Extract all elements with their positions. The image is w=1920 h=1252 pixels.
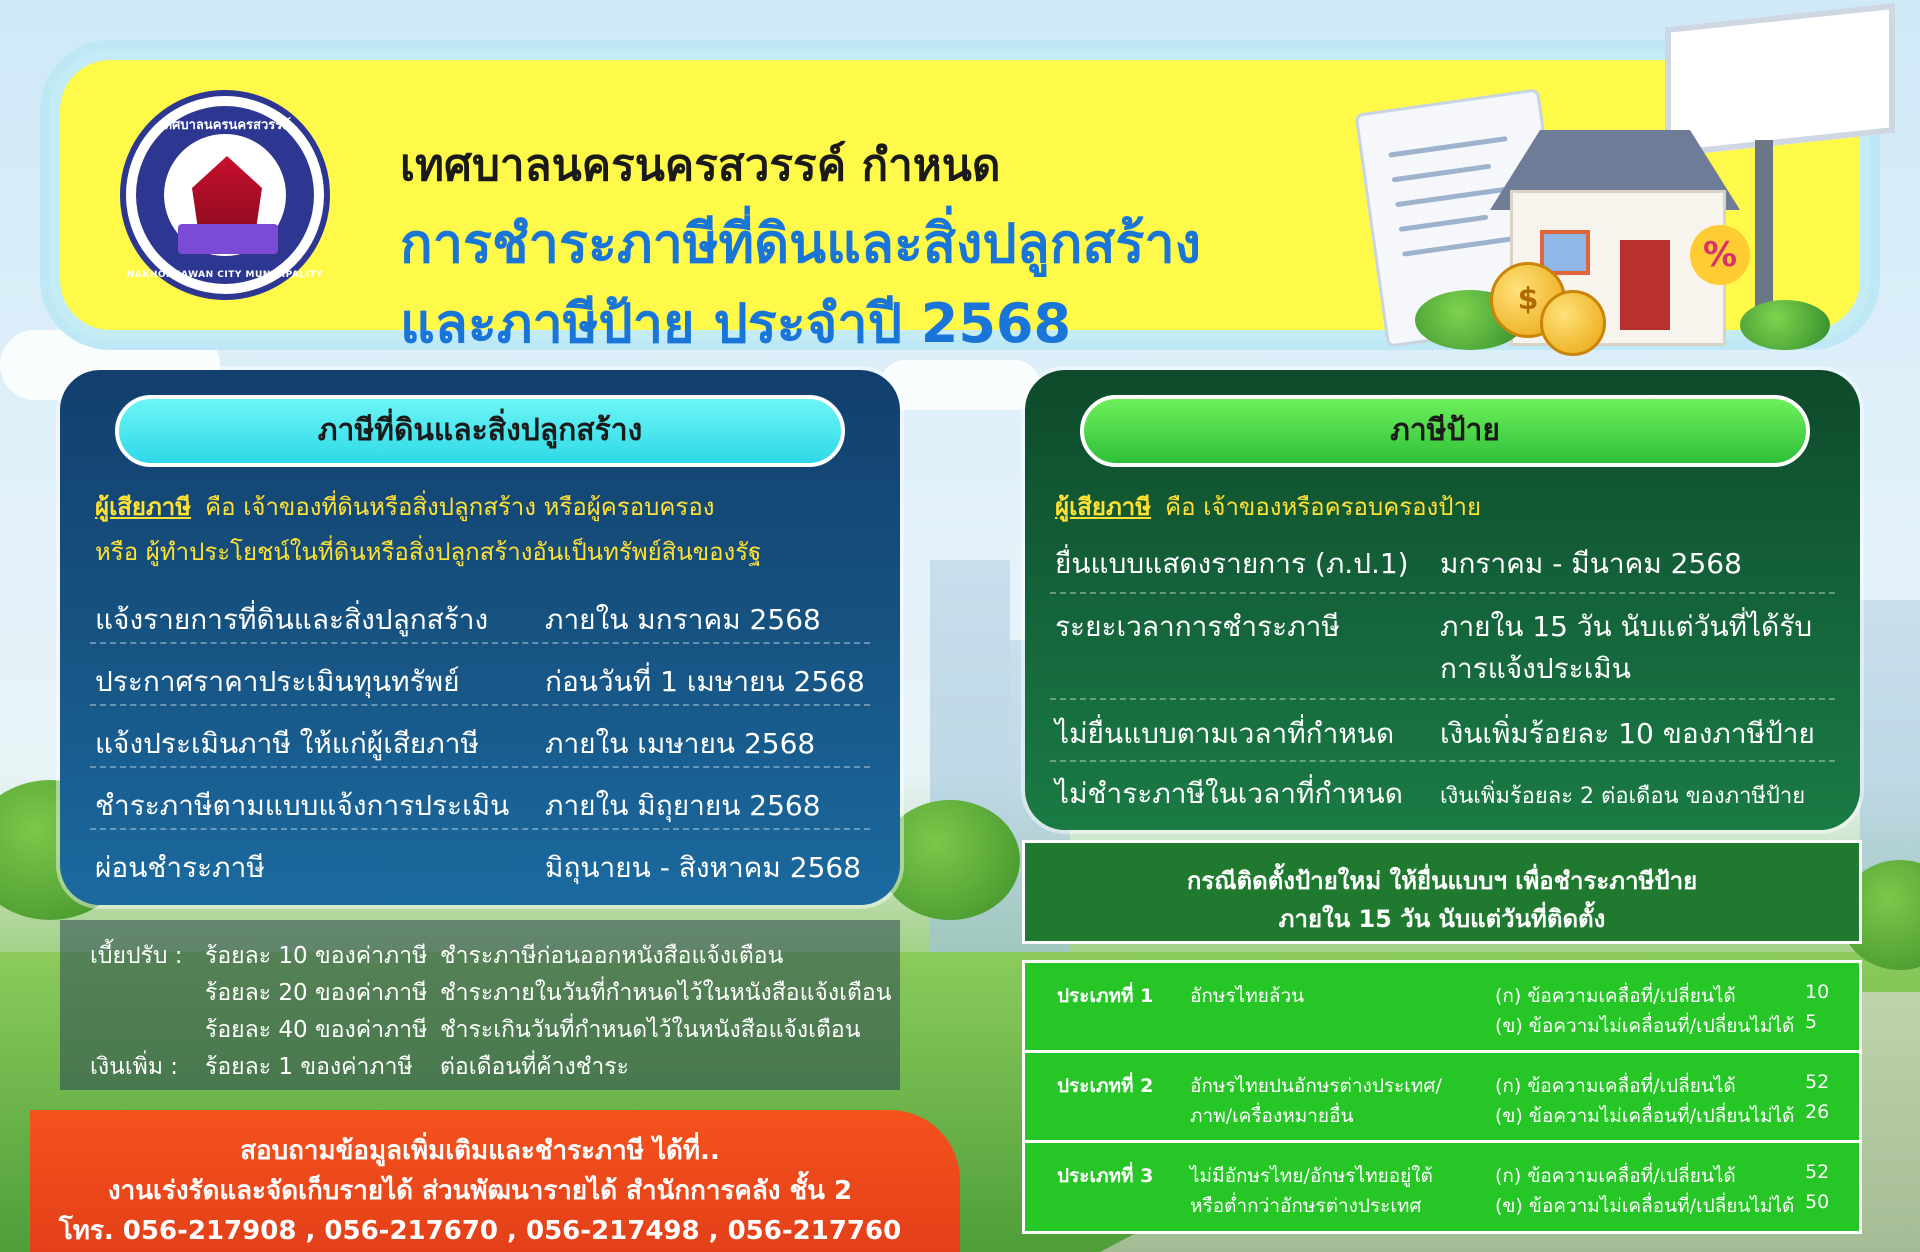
option-a: (ก) ข้อความเคลื่อที่/เปลี่ยนได้ [1495,985,1736,1007]
doc-line [1402,236,1517,257]
rate-b: 50 [1805,1191,1830,1213]
row-value: เงินเพิ่มร้อยละ 2 ต่อเดือน ของภาษีป้าย [1440,784,1806,809]
option-b: (ข) ข้อความไม่เคลื่อนที่/เปลี่ยนไม่ได้ [1495,1015,1795,1037]
rate-a: 52 [1805,1161,1830,1183]
option-b: (ข) ข้อความไม่เคลื่อนที่/เปลี่ยนไม่ได้ [1495,1105,1795,1127]
payer-definition: คือ เจ้าของที่ดินหรือสิ่งปลูกสร้าง หรือผู้ครอบครอง [205,493,715,521]
row-divider [90,642,870,644]
payer-definition: คือ เจ้าของหรือครอบครองป้าย [1165,493,1482,521]
row-divider [1050,698,1835,700]
fines-box [60,920,900,1090]
coin-stack-icon [1540,290,1606,356]
billboard-illustration [1665,3,1895,157]
rate-b: 26 [1805,1101,1830,1123]
header-title-line3: และภาษีป้าย ประจำปี 2568 [400,292,1072,355]
sign-type: ประเภทที่ 2 [1057,1075,1154,1097]
fine-desc: ชำระภาษีก่อนออกหนังสือแจ้งเตือน [440,943,784,969]
contact-line1: สอบถามข้อมูลเพิ่มเติมและชำระภาษี ได้ที่.. [240,1136,720,1166]
percent-badge-icon: % [1690,225,1750,285]
payer-label: ผู้เสียภาษี [95,493,192,521]
logo-text-top: เทศบาลนครนครสวรรค์ [159,118,291,133]
sign-type-desc-cont: หรือต่ำกว่าอักษรต่างประเทศ [1190,1195,1422,1217]
doc-line [1399,215,1489,232]
fine-desc: ต่อเดือนที่ค้างชำระ [440,1054,630,1080]
row-label: ชำระภาษีตามแบบแจ้งการประเมิน [95,789,510,822]
sign-tax-panel [1025,370,1860,830]
row-label: ประกาศราคาประเมินทุนทรัพย์ [95,665,460,698]
fine-rate: ร้อยละ 1 ของค่าภาษี [205,1054,413,1080]
sign-types-table [1022,960,1862,1234]
fine-rate: ร้อยละ 20 ของค่าภาษี [205,980,428,1006]
sign-type-desc: อักษรไทยล้วน [1190,985,1305,1007]
land-tax-payer-line1 [95,485,714,529]
row-divider [90,704,870,706]
table-row [1025,1053,1859,1143]
land-tax-payer-line2 [95,530,761,574]
doc-line [1388,136,1508,158]
sign-tax-title: ภาษีป้าย [1080,395,1810,467]
coin-icon: $ [1490,262,1566,338]
row-divider [90,766,870,768]
option-a: (ก) ข้อความเคลื่อที่/เปลี่ยนได้ [1495,1075,1736,1097]
payer-definition-cont: หรือ ผู้ทำประโยชน์ในที่ดินหรือสิ่งปลูกสร้างอันเป็นทรัพย์สินของรัฐ [95,538,762,566]
rate-a: 10 [1805,981,1830,1003]
new-sign-notice [1022,840,1862,944]
logo-text-bottom: NAKHONSAWAN CITY MUNICIPALITY [126,270,324,280]
header-title-line2: การชำระภาษีที่ดินและสิ่งปลูกสร้าง [400,212,1202,275]
row-label: แจ้งรายการที่ดินและสิ่งปลูกสร้าง [95,603,489,636]
land-tax-title: ภาษีที่ดินและสิ่งปลูกสร้าง [115,395,845,467]
fine-rate: ร้อยละ 10 ของค่าภาษี [205,943,428,969]
contact-box [30,1110,960,1252]
option-a: (ก) ข้อความเคลื่อที่/เปลี่ยนได้ [1495,1165,1736,1187]
notice-line2: ภายใน 15 วัน นับแต่วันที่ติดตั้ง [1278,905,1606,933]
sign-type-desc: ไม่มีอักษรไทย/อักษรไทยอยู่ใต้ [1190,1165,1433,1187]
bush [1740,300,1830,350]
contact-line2: งานเร่งรัดและจัดเก็บรายได้ ส่วนพัฒนารายได้ สำนักการคลัง ชั้น 2 [107,1176,853,1206]
header-title-line1: เทศบาลนครนครสวรรค์ กำหนด [400,140,1001,191]
rate-a: 52 [1805,1071,1830,1093]
house-door [1620,240,1670,330]
notice-line1: กรณีติดตั้งป้ายใหม่ ให้ยื่นแบบฯ เพื่อชำระภาษีป้าย [1186,867,1698,895]
table-row [1025,963,1859,1053]
sign-type-desc: อักษรไทยปนอักษรต่างประเทศ/ [1190,1075,1442,1097]
row-value: มกราคม - มีนาคม 2568 [1440,547,1742,580]
cloud [880,360,1040,410]
row-label: แจ้งประเมินภาษี ให้แก่ผู้เสียภาษี [95,727,479,760]
row-value-cont: การแจ้งประเมิน [1440,652,1631,685]
row-divider [1050,592,1835,594]
row-label: ยื่นแบบแสดงรายการ (ภ.ป.1) [1055,547,1409,580]
row-divider [90,828,870,830]
row-value: ภายใน มิถุยายน 2568 [545,789,821,822]
surcharge-label: เงินเพิ่ม : [90,1054,179,1080]
sign-type: ประเภทที่ 3 [1057,1165,1154,1187]
row-value: ภายใน เมษายน 2568 [545,727,816,760]
row-divider [1050,760,1835,762]
rate-b: 5 [1805,1011,1818,1033]
fine-rate: ร้อยละ 40 ของค่าภาษี [205,1017,428,1043]
payer-label: ผู้เสียภาษี [1055,493,1152,521]
table-row [1025,1143,1859,1231]
row-label: ไม่ชำระภาษีในเวลาที่กำหนด [1055,777,1403,810]
sign-type-desc-cont: ภาพ/เครื่องหมายอื่น [1190,1105,1354,1127]
row-value: ภายใน มกราคม 2568 [545,603,821,636]
row-label: ระยะเวลาการชำระภาษี [1055,610,1340,643]
contact-phone: โทร. 056-217908 , 056-217670 , 056-217498 , 056-217760 [58,1216,902,1246]
municipality-logo [120,90,330,300]
row-value: ก่อนวันที่ 1 เมษายน 2568 [545,665,865,698]
row-value: มิถุนายน - สิงหาคม 2568 [545,851,862,884]
fine-desc: ชำระภายในวันที่กำหนดไว้ในหนังสือแจ้งเตือน [440,980,892,1006]
logo-base [178,224,278,254]
row-label: ไม่ยื่นแบบตามเวลาที่กำหนด [1055,717,1395,750]
doc-line [1392,164,1492,183]
row-value: ภายใน 15 วัน นับแต่วันที่ได้รับ [1440,610,1813,643]
option-b: (ข) ข้อความไม่เคลื่อนที่/เปลี่ยนไม่ได้ [1495,1195,1795,1217]
penalty-label: เบี้ยปรับ : [90,943,183,969]
sign-type: ประเภทที่ 1 [1057,985,1154,1007]
land-tax-panel [60,370,900,905]
fine-desc: ชำระเกินวันที่กำหนดไว้ในหนังสือแจ้งเตือน [440,1017,861,1043]
tree [880,800,1020,920]
row-value: เงินเพิ่มร้อยละ 10 ของภาษีป้าย [1440,717,1815,750]
sign-tax-payer [1055,485,1481,529]
row-label: ผ่อนชำระภาษี [95,851,265,884]
